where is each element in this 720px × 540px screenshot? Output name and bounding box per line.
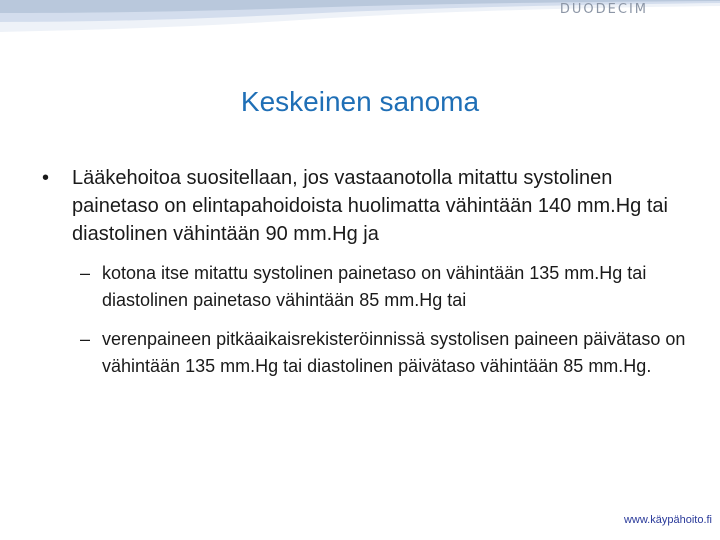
bullet-item (42, 164, 682, 248)
sub-bullet-text: kotona itse mitattu systolinen painetaso on vähintään 135 mm.Hg tai diastolinen painetaso vähintään 85 mm.Hg tai (102, 263, 647, 310)
sub-bullet-marker: – (80, 263, 91, 283)
slide-title: Keskeinen sanoma (240, 86, 480, 117)
bullet-text: Lääkehoitoa suositellaan, jos vastaanotolla mitattu systolinen painetaso on elintapahoidoista huolimatta vähintään 140 mm.Hg tai diastolinen vähintään 90 mm.Hg ja (72, 167, 668, 245)
sub-bullet-item (80, 326, 702, 380)
footer-url: www.käypähoito.fi (623, 514, 712, 526)
slide-content (42, 164, 686, 380)
sub-bullet-marker: – (80, 329, 91, 349)
bullet-marker: • (42, 167, 50, 189)
sub-bullet-item (80, 260, 702, 314)
brand-logo: DUODECIM (559, 2, 648, 17)
sub-bullet-text: verenpaineen pitkäaikaisrekisteröinnissä systolisen paineen päivätaso on vähintään 135 mm.Hg tai diastolinen päivätaso vähintään 85 mm.Hg. (102, 329, 686, 376)
